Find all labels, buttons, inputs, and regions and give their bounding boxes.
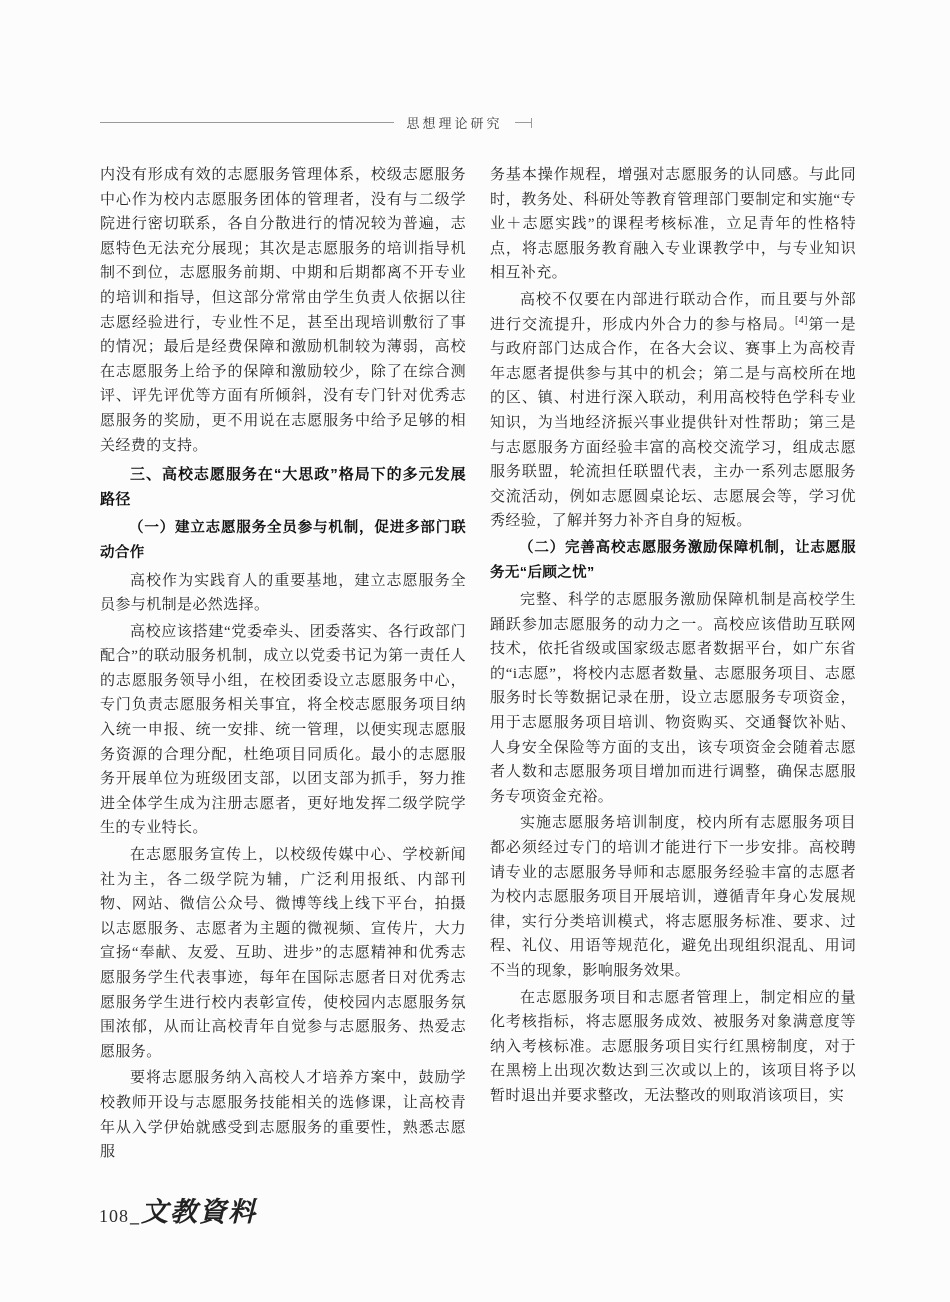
paragraph: 高校应该搭建“党委牵头、团委落实、各行政部门配合”的联动服务机制，成立以党委书记为第一责任人的志愿服务领导小组，在校团委设立志愿服务中心，专门负责志愿服务相关事宜，将全校志愿服务项目纳入统一申报、统一安排、统一管理，以便实现志愿服务资源的合理分配，杜绝项目同质化。最小的志愿服务开展单位为班级团支部，以团支部为抓手，努力推进全体学生成为注册志愿者，更好地发挥二级学院学生的专业特长。 xyxy=(100,623,466,837)
page-footer xyxy=(99,1190,257,1229)
header-tick xyxy=(531,118,533,128)
paragraph-continuation: 务基本操作规程，增强对志愿服务的认同感。与此同时，教务处、科研处等教育管理部门要制定和实施“专业＋志愿实践”的课程考核标准，立足青年的性格特点，将志愿服务教育融入专业课教学中，与专业知识相互补充。 xyxy=(490,167,856,282)
paragraph: 高校作为实践育人的重要基地，建立志愿服务全员参与机制是必然选择。 xyxy=(100,572,466,614)
header-rule-left xyxy=(100,122,394,123)
article-body xyxy=(100,163,856,1176)
footer-separator: _ xyxy=(130,1206,139,1226)
subsection-heading-1: （一）建立志愿服务全员参与机制，促进多部门联动合作 xyxy=(100,520,466,561)
right-column xyxy=(490,163,856,1176)
paragraph: 在志愿服务宣传上，以校级传媒中心、学校新闻社为主，各二级学院为辅，广泛利用报纸、内部刊物、网站、微信公众号、微博等线上线下平台，拍摄以志愿服务、志愿者为主题的微视频、宣传片，大力宣扬“奉献、友爱、互助、进步”的志愿精神和优秀志愿服务学生代表事迹，每年在国际志愿者日对优秀志愿服务学生进行校内表彰宣传，使校园内志愿服务氛围浓郁，从而让高校青年自觉参与志愿服务、热爱志愿服务。 xyxy=(100,847,466,1060)
journal-logo: 文教資料 xyxy=(141,1197,257,1227)
section-heading: 三、高校志愿服务在“大思政”格局下的多元发展路径 xyxy=(100,466,466,508)
paragraph-continuation: 内没有形成有效的志愿服务管理体系，校级志愿服务中心作为校内志愿服务团体的管理者，没有与二级学院进行密切联系，各自分散进行的情况较为普遍，志愿特色无法充分展现；其次是志愿服务的培训指导机制不到位，志愿服务前期、中期和后期都离不开专业的培训和指导，但这部分常常由学生负责人依据以往志愿经验进行，专业性不足，甚至出现培训敷衍了事的情况；最后是经费保障和激励机制较为薄弱，高校在志愿服务上给予的保障和激励较少，除了在综合测评、评先评优等方面有所倾斜，没有专门针对优秀志愿服务的奖励，更不用说在志愿服务中给予足够的相关经费的支持。 xyxy=(100,167,466,454)
paragraph: 在志愿服务项目和志愿者管理上，制定相应的量化考核指标，将志愿服务成效、被服务对象满意度等纳入考核标准。志愿服务项目实行红黑榜制度，对于在黑榜上出现次数达到三次或以上的，该项目将予以暂时退出并要求整改，无法整改的则取消该项目，实 xyxy=(490,989,856,1104)
header-rule-right xyxy=(515,122,531,123)
page-number: 108 xyxy=(99,1206,129,1226)
paragraph: 要将志愿服务纳入高校人才培养方案中，鼓励学校教师开设与志愿服务技能相关的选修课，让高校青年从入学伊始就感受到志愿服务的重要性，熟悉志愿服 xyxy=(100,1070,466,1161)
section-title: 思想理论研究 xyxy=(406,116,503,131)
citation-ref: [4] xyxy=(794,314,808,326)
paragraph-text: 第一是与政府部门达成合作，在各大会议、赛事上为高校青年志愿者提供参与其中的机会；第二是与高校所在地的区、镇、村进行深入联动，利用高校特色学科专业知识，为当地经济振兴事业提供针对性帮助；第三是与志愿服务方面经验丰富的高校交流学习，组成志愿服务联盟，轮流担任联盟代表，主办一系列志愿服务交流活动，例如志愿圆桌论坛、志愿展会等，学习优秀经验，了解并努力补齐自身的短板。 xyxy=(490,316,856,530)
paragraph: 实施志愿服务培训制度，校内所有志愿服务项目都必须经过专门的培训才能进行下一步安排。高校聘请专业的志愿服务导师和志愿服务经验丰富的志愿者为校内志愿服务项目开展培训，遵循青年身心发展规律，实行分类培训模式，将志愿服务标准、要求、过程、礼仪、用语等规范化，避免出现组织混乱、用词不当的现象，影响服务效果。 xyxy=(490,815,856,979)
paragraph-with-citation xyxy=(490,288,856,534)
left-column xyxy=(100,163,466,1176)
paragraph: 完整、科学的志愿服务激励保障机制是高校学生踊跃参加志愿服务的动力之一。高校应该借助互联网技术，依托省级或国家级志愿者数据平台，如广东省的“i志愿”，将校内志愿者数量、志愿服务项目、志愿服务时长等数据记录在册，设立志愿服务专项资金，用于志愿服务项目培训、物资购买、交通餐饮补贴、人身安全保险等方面的支出，该专项资金会随着志愿者人数和志愿服务项目增加而进行调整，确保志愿服务专项资金充裕。 xyxy=(490,592,856,805)
paragraph-text: 高校不仅要在内部进行联动合作，而且要与外部进行交流提升，形成内外合力的参与格局。 xyxy=(490,291,856,333)
running-head xyxy=(100,113,532,132)
subsection-heading-2: （二）完善高校志愿服务激励保障机制，让志愿服务无“后顾之忧” xyxy=(490,539,856,581)
